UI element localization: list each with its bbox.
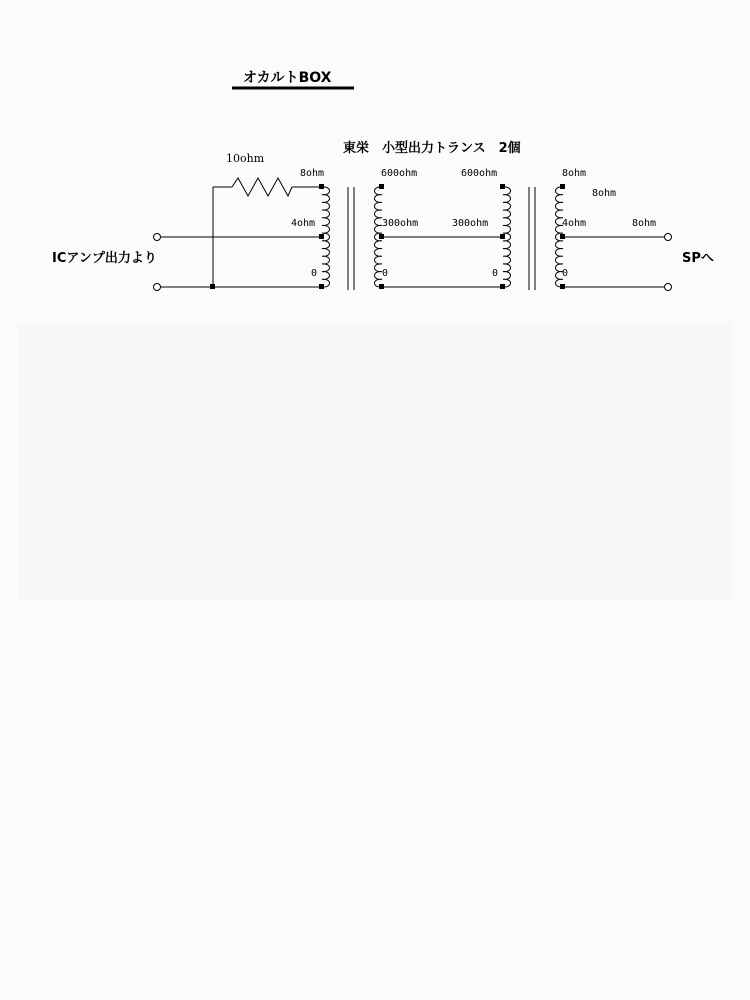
resistor-label: 10ohm — [226, 152, 265, 165]
t2-primary-mid-label: 300ohm — [452, 218, 489, 229]
input-terminal-hot — [154, 234, 161, 241]
input-label: ICアンプ出力より — [52, 251, 157, 266]
t2-secondary-top2-label: 8ohm — [592, 188, 617, 199]
wires — [161, 187, 664, 287]
resistor — [232, 178, 292, 196]
output-tap-label: 8ohm — [632, 218, 657, 229]
transformer-heading: 東栄 小型出力トランス 2個 — [343, 141, 521, 156]
input-terminal-ground — [154, 284, 161, 291]
output-terminal-hot — [665, 234, 672, 241]
t2-primary-bottom-label: 0 — [492, 268, 499, 279]
blank-panel — [18, 324, 732, 600]
t1-primary-top-label: 8ohm — [300, 168, 325, 179]
diagram-title: オカルトBOX — [243, 70, 332, 86]
t2-secondary-bottom-label: 0 — [562, 268, 569, 279]
circuit-diagram — [0, 0, 750, 320]
t2-secondary-mid-label: 4ohm — [562, 218, 587, 229]
output-label: SPへ — [682, 251, 714, 266]
t2-primary-top-label: 600ohm — [461, 168, 498, 179]
t1-secondary-top-label: 600ohm — [381, 168, 418, 179]
t2-secondary-top-label: 8ohm — [562, 168, 587, 179]
output-terminal-ground — [665, 284, 672, 291]
t1-secondary-bottom-label: 0 — [382, 268, 389, 279]
t1-secondary-mid-label: 300ohm — [382, 218, 419, 229]
t1-primary-mid-label: 4ohm — [291, 218, 316, 229]
t1-primary-bottom-label: 0 — [311, 268, 318, 279]
